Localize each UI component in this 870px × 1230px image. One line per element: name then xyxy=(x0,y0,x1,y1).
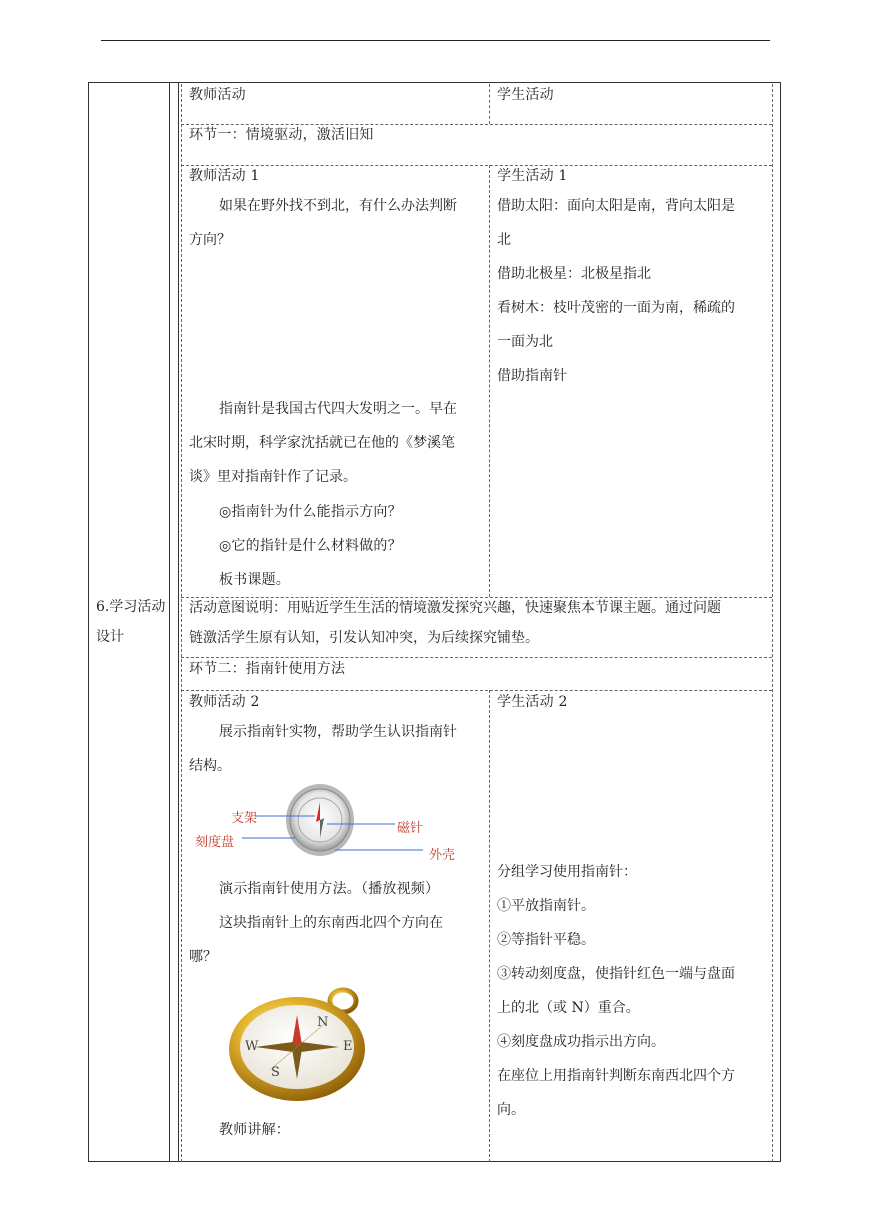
text-line: 分组学习使用指南针： xyxy=(497,864,637,880)
grid-line xyxy=(489,165,490,597)
section2-title: 环节二：指南针使用方法 xyxy=(189,661,346,677)
text-line: 在座位上用指南针判断东南西北四个方 xyxy=(497,1068,735,1084)
section1-teacher-title: 教师活动 1 xyxy=(189,168,260,184)
text-line: ④刻度盘成功指示出方向。 xyxy=(497,1034,665,1050)
section1-teacher-q2: ◎指南针为什么能指示方向？ xyxy=(219,504,402,520)
text-line: ③转动刻度盘，使指针红色一端与盘面 xyxy=(497,966,735,982)
text-line: 借助太阳：面向太阳是南，背向太阳是 xyxy=(497,198,735,214)
header-rule xyxy=(101,40,770,41)
text-line: 哪？ xyxy=(189,949,217,965)
text-line: 如果在野外找不到北，有什么办法判断 xyxy=(219,198,457,214)
grid-line xyxy=(181,690,772,691)
text-line: 上的北（或 N）重合。 xyxy=(497,1000,640,1016)
grid-line xyxy=(772,84,773,1162)
text-line: 方向？ xyxy=(189,232,231,248)
text-line: 看树木：枝叶茂密的一面为南，稀疏的 xyxy=(497,300,735,316)
text-line: 活动意图说明：用贴近学生生活的情境激发探究兴趣，快速聚焦本节课主题。通过问题 xyxy=(189,600,721,616)
label-needle: 磁针 xyxy=(397,821,424,836)
label-shell: 外壳 xyxy=(429,848,456,863)
text-line: 向。 xyxy=(497,1102,525,1118)
section2-student-lines xyxy=(497,855,769,1127)
compass-letter-w: W xyxy=(245,1039,259,1054)
text-line: 借助指南针 xyxy=(497,368,567,384)
text-line: 借助北极星：北极星指北 xyxy=(497,266,651,282)
grid-line xyxy=(181,84,182,1162)
compass-letter-n: N xyxy=(317,1015,329,1030)
compass-letter-e: E xyxy=(343,1039,353,1054)
label-stand: 支架 xyxy=(231,811,258,826)
text-line: 结构。 xyxy=(189,758,231,774)
section1-title: 环节一：情境驱动，激活旧知 xyxy=(189,127,374,143)
text-line: ①平放指南针。 xyxy=(497,898,595,914)
section1-teacher-q3: ◎它的指针是什么材料做的？ xyxy=(219,538,402,554)
activity-intent xyxy=(189,593,769,653)
section1-teacher-q1 xyxy=(189,189,487,257)
section2-teacher-p4: 教师讲解： xyxy=(219,1122,290,1138)
grid-line xyxy=(489,690,490,1162)
student-header: 学生活动 xyxy=(497,87,554,103)
text-line: 北宋时期，科学家沈括就已在他的《梦溪笔 xyxy=(189,435,455,451)
text-line: 这块指南针上的东南西北四个方向在 xyxy=(219,915,443,931)
section2-student-title: 学生活动 2 xyxy=(497,694,568,710)
column-divider-1 xyxy=(169,82,170,1162)
row-label: 6.学习活动设计 xyxy=(96,599,166,645)
section2-teacher-p3 xyxy=(189,906,487,974)
teacher-header: 教师活动 xyxy=(189,87,246,103)
text-line: 指南针是我国古代四大发明之一。早在 xyxy=(219,401,457,417)
text-line: 一面为北 xyxy=(497,334,553,350)
grid-line xyxy=(181,165,772,166)
label-dial: 刻度盘 xyxy=(195,835,235,850)
section1-teacher-p2 xyxy=(189,392,487,494)
section2-teacher-p1 xyxy=(189,715,487,783)
compass-structure-diagram xyxy=(195,780,465,870)
text-line: ②等指针平稳。 xyxy=(497,932,595,948)
section1-teacher-board: 板书课题。 xyxy=(219,572,290,588)
compass-letter-s: S xyxy=(271,1065,280,1080)
text-line: 谈》里对指南针作了记录。 xyxy=(189,469,357,485)
section2-teacher-title: 教师活动 2 xyxy=(189,694,260,710)
grid-line xyxy=(489,84,490,124)
column-divider-2 xyxy=(178,82,179,1162)
gold-compass-image xyxy=(225,985,370,1103)
text-line: 展示指南针实物，帮助学生认识指南针 xyxy=(219,724,457,740)
section1-student-title: 学生活动 1 xyxy=(497,168,568,184)
section1-student-lines xyxy=(497,189,769,393)
section2-teacher-p2: 演示指南针使用方法。（播放视频） xyxy=(219,881,440,897)
text-line: 链激活学生原有认知，引发认知冲突，为后续探究铺垫。 xyxy=(189,630,539,646)
text-line: 北 xyxy=(497,232,511,248)
